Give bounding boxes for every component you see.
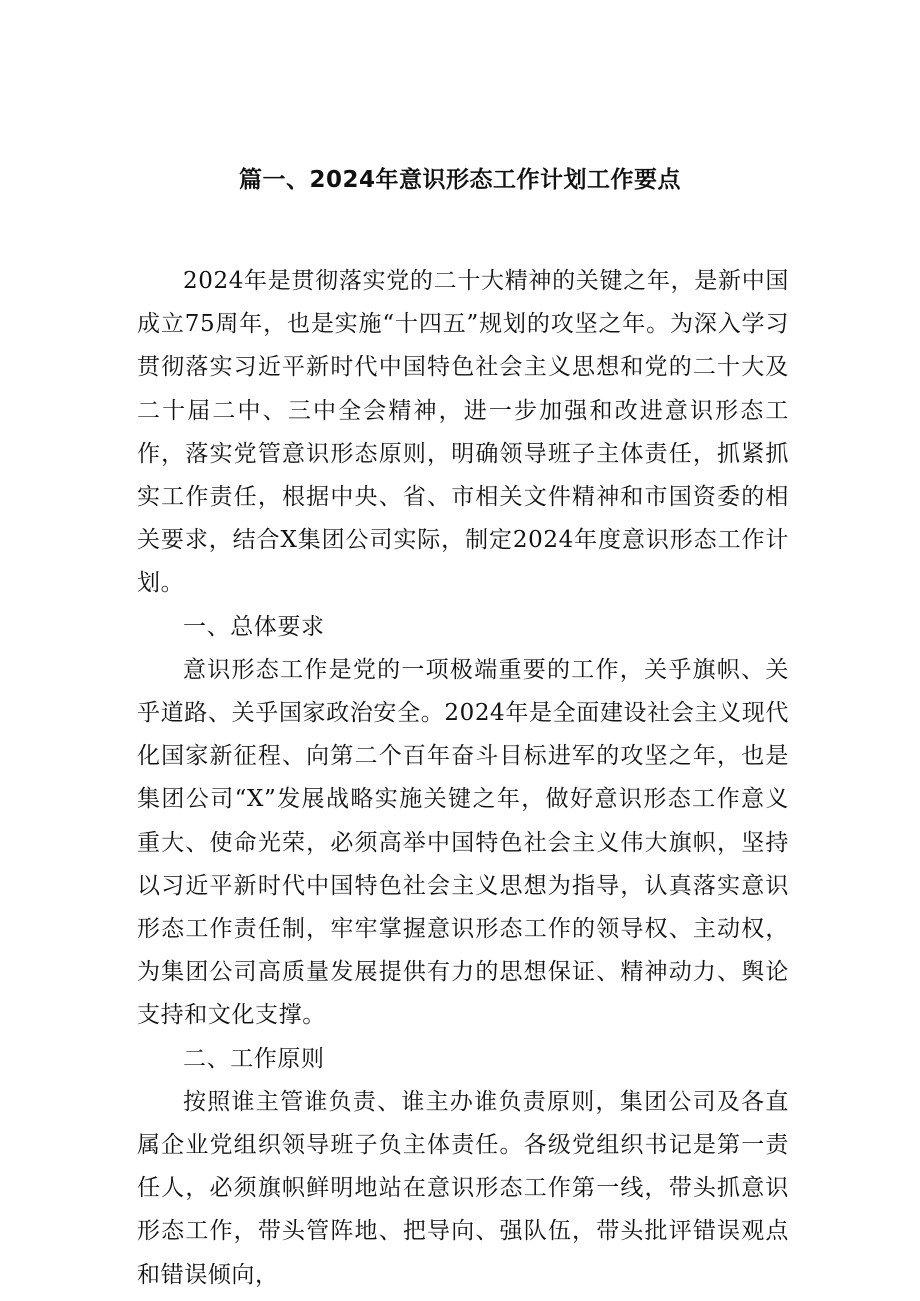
paragraph-intro: 2024年是贯彻落实党的二十大精神的关键之年，是新中国成立75周年，也是实施“十四五”规划的攻坚之年。为深入学习贯彻落实习近平新时代中国特色社会主义思想和党的二十大及二十届二中、三中全会精神，进一步加强和改进意识形态工作，落实党管意识形态原则，明确领导班子主体责任，抓紧抓实工作责任，根据中央、省、市相关文件精神和市国资委的相关要求，结合X集团公司实际，制定2024年度意识形态工作计划。 bbox=[137, 268, 789, 597]
paragraph-work-principles: 按照谁主管谁负责、谁主办谁负责原则，集团公司及各直属企业党组织领导班子负主体责任。各级党组织书记是第一责任人，必须旗帜鲜明地站在意识形态工作第一线，带头抓意识形态工作，带头管阵地、把导向、强队伍，带头批评错误观点和错误倾向， bbox=[137, 1088, 789, 1288]
document-body bbox=[137, 260, 789, 1288]
document-title: 篇一、2024年意识形态工作计划工作要点 bbox=[238, 167, 681, 193]
section-heading-work-principles: 二、工作原则 bbox=[183, 1045, 325, 1072]
paragraph-overall-requirements: 意识形态工作是党的一项极端重要的工作，关乎旗帜、关乎道路、关乎国家政治安全。2024年是全面建设社会主义现代化国家新征程、向第二个百年奋斗目标进军的攻坚之年，也是集团公司“X”发展战略实施关键之年，做好意识形态工作意义重大、使命光荣，必须高举中国特色社会主义伟大旗帜，坚持以习近平新时代中国特色社会主义思想为指导，认真落实意识形态工作责任制，牢牢掌握意识形态工作的领导权、主动权，为集团公司高质量发展提供有力的思想保证、精神动力、舆论支持和文化支撑。 bbox=[137, 656, 789, 1029]
section-heading-overall-requirements: 一、总体要求 bbox=[183, 613, 325, 640]
